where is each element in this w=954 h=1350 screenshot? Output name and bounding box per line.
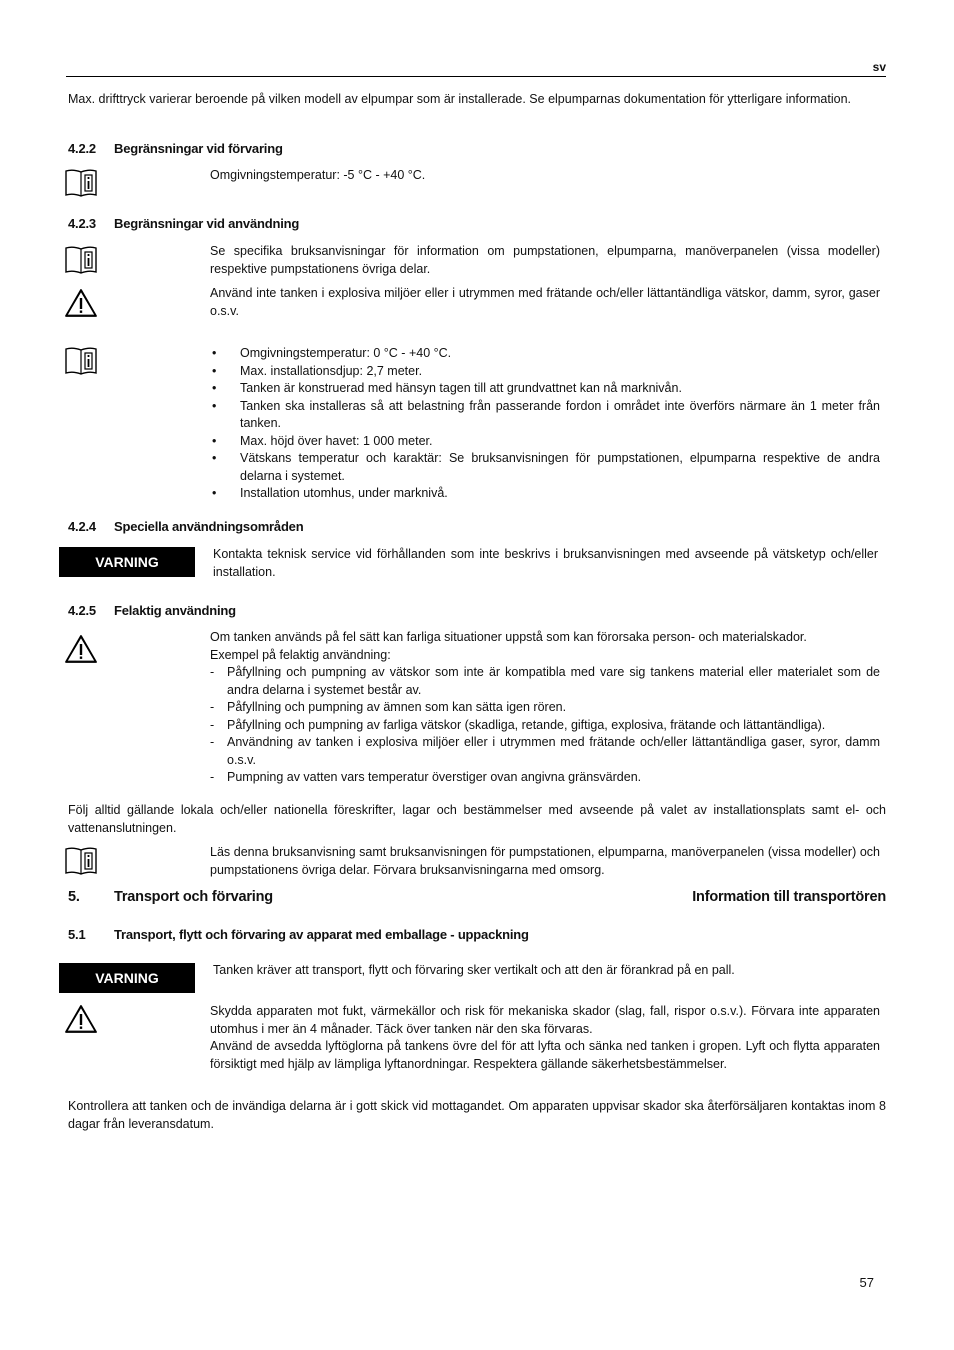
read-manual-text: Läs denna bruksanvisning samt bruksanvisningen för pumpstationen, elpumparna, manöverpanelen (vissa modeller) och pumpstationens övriga delar. Förvara bruksanvisningarna med omsorg. [210, 845, 880, 877]
list-item: • Max. höjd över havet: 1 000 meter. [212, 433, 880, 451]
section-number: 4.2.3 [68, 216, 96, 231]
section-5-1-heading [68, 927, 529, 942]
list-item: • Omgivningstemperatur: 0 °C - +40 °C. [212, 345, 880, 363]
section-number: 4.2.4 [68, 519, 96, 534]
warning-triangle-icon [64, 634, 98, 664]
header-rule [66, 76, 886, 77]
section-title: Speciella användningsområden [114, 519, 304, 534]
language-code: sv [872, 60, 886, 74]
intro-paragraph: Max. drifttryck varierar beroende på vilken modell av elpumpar som är installerade. Se elpumparnas dokumentation för ytterligare information. [68, 92, 852, 106]
list-item: - Påfyllning och pumpning av vätskor som inte är kompatibla med vare sig tankens material eller materialet som de andra delarna i systemet består av. [210, 664, 880, 699]
misuse-examples-label: Exempel på felaktig användning: [210, 647, 391, 662]
list-item: • Vätskans temperatur och karaktär: Se bruksanvisningen för pumpstationen, elpumparna respektive de andra delarna i systemet. [212, 450, 880, 485]
list-item: - Påfyllning och pumpning av farliga vätskor (skadliga, retande, giftiga, explosiva, frätande och lättantändliga). [210, 717, 880, 735]
section-number: 5.1 [68, 927, 86, 942]
section-4-2-2-heading [68, 141, 283, 156]
info-book-icon [64, 346, 98, 376]
misuse-intro: Om tanken används på fel sätt kan farliga situationer uppstå som kan förorsaka person- och materialskador. [210, 630, 807, 644]
section-title: Felaktig användning [114, 603, 236, 618]
section-4-2-3-heading [68, 216, 299, 231]
transporter-info-heading: Information till transportören [692, 889, 886, 905]
protect-text: Skydda apparaten mot fukt, värmekällor och risk för mekaniska skador (slag, fall, rispor o.s.v.). Förvara inte apparaten utomhus i mer än 4 månader. Täck över tanken när den ska förvaras. [210, 1004, 880, 1036]
lifting-text: Använd de avsedda lyftöglorna på tankens övre del för att lyfta och sänka ned tanken i gropen. Lyft och flytta apparaten försiktigt med hjälp av lämpliga lyftanordningar. Respektera gällande säkerhetsbestämmelser. [210, 1039, 880, 1071]
info-book-icon [64, 168, 98, 198]
inspection-text: Kontrollera att tanken och de invändiga delarna är i gott skick vid mottagandet. Om apparaten uppvisar skador ska återförsäljaren kontaktas inom 8 dagar från leveransdatum. [68, 1099, 886, 1131]
section-title: Begränsningar vid förvaring [114, 141, 283, 156]
section-title: Transport och förvaring [114, 889, 273, 905]
warning-triangle-icon [64, 1004, 98, 1034]
list-item: - Användning av tanken i explosiva miljöer eller i utrymmen med frätande och/eller lättantändliga gaser, syror, damm o.s.v. [210, 734, 880, 769]
section-5-heading [68, 889, 273, 905]
info-book-icon [64, 245, 98, 275]
warning-triangle-icon [64, 288, 98, 318]
list-item: • Tanken ska installeras så att belastning från passerande fordon i området inte överförs närmare än 1 meter från tanken. [212, 398, 880, 433]
list-item: • Installation utomhus, under marknivå. [212, 485, 880, 503]
usage-info-text: Se specifika bruksanvisningar för information om pumpstationen, elpumparna, manöverpanelen (vissa modeller) respektive pumpstationens övriga delar. [210, 244, 880, 276]
storage-temperature-text: Omgivningstemperatur: -5 °C - +40 °C. [210, 168, 426, 182]
section-title: Transport, flytt och förvaring av apparat med emballage - uppackning [114, 927, 529, 942]
section-4-2-5-heading [68, 603, 236, 618]
warning-badge: VARNING [59, 547, 195, 577]
section-number: 5. [68, 889, 80, 905]
usage-limits-list [212, 345, 880, 503]
regulations-text: Följ alltid gällande lokala och/eller nationella föreskrifter, lagar och bestämmelser med avseende på valet av installationsplats samt el- och vattenanslutningen. [68, 803, 886, 835]
section-title: Begränsningar vid användning [114, 216, 300, 231]
info-book-icon [64, 846, 98, 876]
section-4-2-4-heading [68, 519, 303, 534]
misuse-block [210, 629, 880, 787]
special-use-text: Kontakta teknisk service vid förhållanden som inte beskrivs i bruksanvisningen med avseende på vätsketyp och/eller installation. [213, 547, 878, 579]
section-number: 4.2.5 [68, 603, 96, 618]
page-number: 57 [859, 1275, 874, 1290]
transport-text: Tanken kräver att transport, flytt och förvaring sker vertikalt och att den är förankrad på en pall. [213, 963, 735, 977]
section-number: 4.2.2 [68, 141, 96, 156]
list-item: • Max. installationsdjup: 2,7 meter. [212, 363, 880, 381]
list-item: - Påfyllning och pumpning av ämnen som kan sätta igen rören. [210, 699, 880, 717]
list-item: - Pumpning av vatten vars temperatur överstiger ovan angivna gränsvärden. [210, 769, 880, 787]
warning-badge: VARNING [59, 963, 195, 993]
usage-warning-text: Använd inte tanken i explosiva miljöer eller i utrymmen med frätande och/eller lättantändliga vätskor, damm, syror, gaser o.s.v. [210, 286, 880, 318]
misuse-list [210, 664, 880, 787]
list-item: • Tanken är konstruerad med hänsyn tagen till att grundvattnet kan nå marknivån. [212, 380, 880, 398]
storage-warning-block [210, 1003, 880, 1073]
